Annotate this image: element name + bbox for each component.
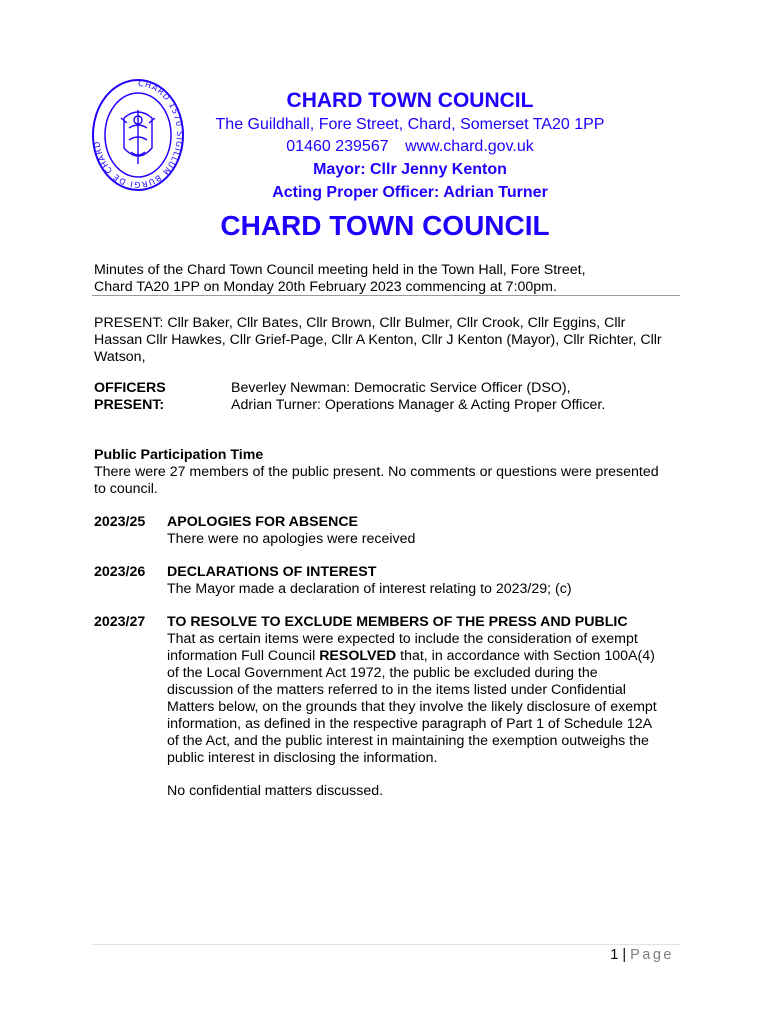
letterhead-address: The Guildhall, Fore Street, Chard, Somerset TA20 1PP xyxy=(215,116,605,133)
footer-separator: | xyxy=(622,947,627,963)
letterhead-phone: 01460 239567 xyxy=(286,138,389,155)
page-number: 1 xyxy=(610,947,619,963)
item-heading: APOLOGIES FOR ABSENCE xyxy=(167,514,359,530)
item-text: There were no apologies were received xyxy=(167,531,416,547)
letterhead-contact xyxy=(150,136,670,158)
public-participation-heading: Public Participation Time xyxy=(94,447,264,463)
page-label: Page xyxy=(630,947,674,963)
letterhead xyxy=(150,88,670,204)
footer-divider xyxy=(92,944,680,945)
item-text: That as certain items were expected to include the consideration of exempt information Full Council RESOLVED that, in accordance with Section 100A(4) of the Local Government Act 1972, the public be excluded during the discussion of the matters referred to in the items listed under Confidential Matters below, on the grounds that they involve the likely disclosure of exempt information, as defined in the respective paragraph of Part 1 of Schedule 12A of the Act, and the public interest in maintaining the exemption outweighs the public interest in disclosing the information. xyxy=(167,631,657,766)
officer-2: Adrian Turner: Operations Manager & Acting Proper Officer. xyxy=(231,397,606,413)
item-number: 2023/27 xyxy=(94,614,146,630)
public-participation-text: There were 27 members of the public present. No comments or questions were presented to council. xyxy=(94,464,659,497)
intro-line-1: Minutes of the Chard Town Council meeting held in the Town Hall, Fore Street, xyxy=(94,262,586,278)
letterhead-website[interactable]: www.chard.gov.uk xyxy=(405,138,534,155)
item-body xyxy=(167,564,667,598)
letterhead-org-name: CHARD TOWN COUNCIL xyxy=(286,89,534,112)
item-number: 2023/26 xyxy=(94,564,146,580)
letterhead-proper-officer: Acting Proper Officer: Adrian Turner xyxy=(272,184,548,201)
meeting-intro xyxy=(94,262,674,296)
intro-line-2: Chard TA20 1PP on Monday 20th February 2023 commencing at 7:00pm. xyxy=(94,279,557,295)
officers-label: OFFICERS PRESENT: xyxy=(94,380,166,413)
letterhead-mayor: Mayor: Cllr Jenny Kenton xyxy=(313,161,507,178)
present-list: PRESENT: Cllr Baker, Cllr Bates, Cllr Brown, Cllr Bulmer, Cllr Crook, Cllr Eggins, Cllr Hassan Cllr Hawkes, Cllr Grief-Page, Cllr A Kenton, Cllr J Kenton (Mayor), Cllr Richter, Cllr Watson, xyxy=(94,315,662,365)
item-heading: DECLARATIONS OF INTEREST xyxy=(167,564,377,580)
seal-ring-text: CHARD 1570 SIGILLUM BURGI DE CHARD xyxy=(92,78,184,190)
item-body xyxy=(167,514,667,548)
item-text: The Mayor made a declaration of interest relating to 2023/29; (c) xyxy=(167,581,572,597)
document-title: CHARD TOWN COUNCIL xyxy=(220,210,550,241)
item-number: 2023/25 xyxy=(94,514,146,530)
public-participation xyxy=(94,447,674,498)
officers-list xyxy=(231,380,701,414)
officer-1: Beverley Newman: Democratic Service Officer (DSO), xyxy=(231,380,571,396)
resolved-keyword: RESOLVED xyxy=(319,648,397,664)
item-body xyxy=(167,614,667,800)
item-heading: TO RESOLVE TO EXCLUDE MEMBERS OF THE PRESS AND PUBLIC xyxy=(167,614,628,630)
item-note: No confidential matters discussed. xyxy=(167,783,384,799)
page-footer xyxy=(610,947,674,963)
divider xyxy=(92,295,680,296)
